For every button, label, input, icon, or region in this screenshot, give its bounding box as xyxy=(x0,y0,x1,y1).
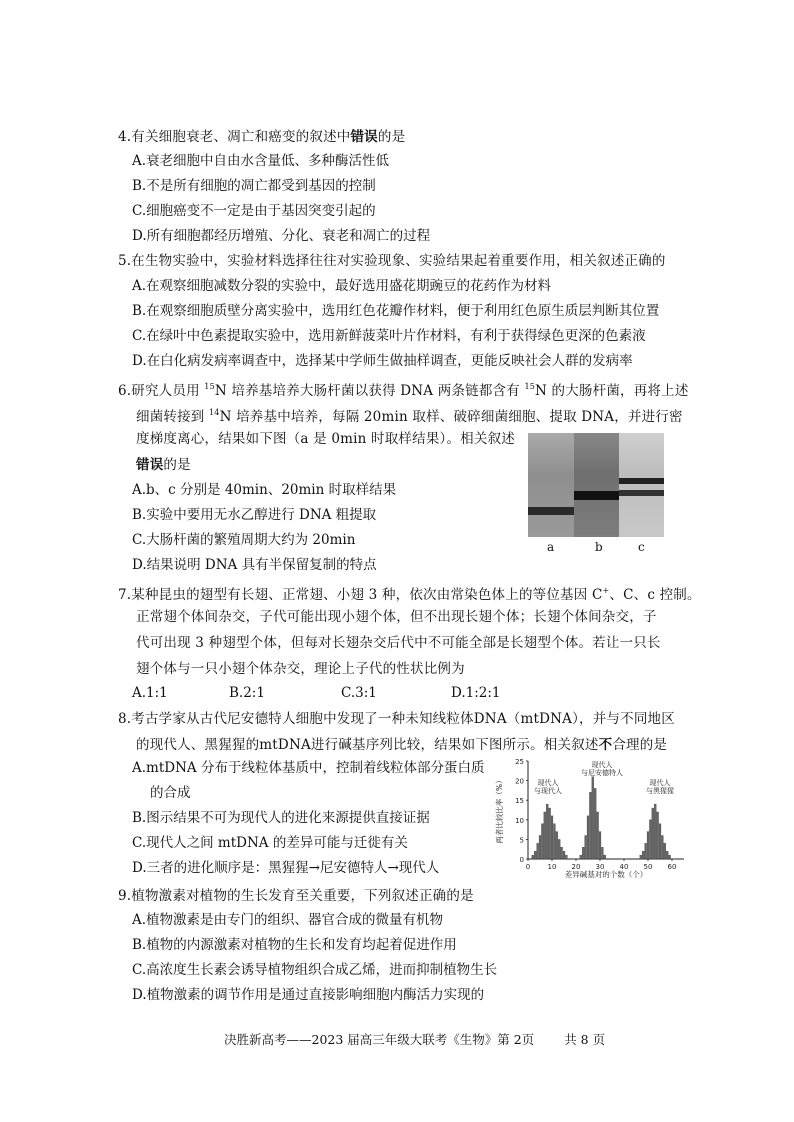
histogram-bar xyxy=(544,812,546,859)
q6-sup3: 14 xyxy=(209,408,220,417)
histogram-bar xyxy=(534,851,536,859)
q7-stem-line4: 翅个体与一只小翅个体杂交，理论上子代的性状比例为 xyxy=(136,661,465,677)
histogram-bar xyxy=(594,788,596,859)
histogram-bar xyxy=(556,832,558,859)
y-tick-label: 5 xyxy=(519,836,524,845)
q6-l1-a: 6.研究人员用 xyxy=(118,383,205,399)
lane-b xyxy=(574,433,619,537)
q5-option-c: C.在绿叶中色素提取实验中，选用新鲜菠菜叶片作材料，有利于获得绿色更深的色素液 xyxy=(132,328,646,344)
histogram-bar xyxy=(601,847,603,859)
histogram-bar xyxy=(649,820,651,859)
q7-option-d: D.1:2:1 xyxy=(451,685,501,701)
histogram-bar xyxy=(587,816,589,859)
lane-c-band-lower xyxy=(619,490,664,496)
q8-option-c: C.现代人之间 mtDNA 的差异可能与迁徙有关 xyxy=(132,835,408,851)
q6-l4-keyword: 错误 xyxy=(136,457,164,473)
q6-option-c: C.大肠杆菌的繁殖周期大约为 20min xyxy=(132,532,356,548)
q9-option-b: B.植物的内源激素对植物的生长和发育均起着促进作用 xyxy=(132,937,457,953)
histogram-bar xyxy=(669,855,671,859)
histogram-bar xyxy=(582,847,584,859)
x-tick-label: 0 xyxy=(525,863,531,871)
q6-l1-b: N 培养基培养大肠杆菌以获得 DNA 两条链都含有 xyxy=(214,383,525,399)
histogram-bar xyxy=(585,835,587,859)
x-tick-label: 20 xyxy=(571,863,581,871)
page-footer xyxy=(224,1030,605,1048)
mtdna-difference-histogram xyxy=(492,755,692,880)
lane-a xyxy=(528,433,574,537)
q7-option-a: A.1:1 xyxy=(132,685,168,701)
q4-stem-a: 4.有关细胞衰老、凋亡和癌变的叙述中 xyxy=(118,129,351,145)
q8-l2-c: 合理的是 xyxy=(612,737,668,753)
histogram-bar xyxy=(640,855,642,859)
q7-stem-line1 xyxy=(118,582,701,604)
q6-option-b: B.实验中要用无水乙醇进行 DNA 粗提取 xyxy=(132,507,377,523)
q5-option-d: D.在白化病发病率调查中，选择某中学师生做抽样调查，更能反映社会人群的发病率 xyxy=(132,353,633,369)
q6-option-d: D.结果说明 DNA 具有半保留复制的特点 xyxy=(132,557,377,573)
q5-option-b: B.在观察细胞质壁分离实验中，选用红色花瓣作材料，便于利用红色原生质层判断其位置 xyxy=(132,303,660,319)
q6-option-a: A.b、c 分别是 40min、20min 时取样结果 xyxy=(132,482,397,498)
q9-option-a: A.植物激素是由专门的组织、器官合成的微量有机物 xyxy=(132,912,444,928)
histogram-bar xyxy=(546,804,548,859)
q7-stem-line3: 代可出现 3 种翅型个体，但每对长翅杂交后代中不可能全部是长翅型个体。若让一只长 xyxy=(136,635,661,651)
q6-stem-line4 xyxy=(136,456,191,474)
q4-stem-c: 的是 xyxy=(377,129,406,145)
histogram-bar xyxy=(659,824,661,859)
lane-a-band xyxy=(528,507,574,515)
histogram-bar xyxy=(549,808,551,859)
q7-l1-b: 、C、c 控制。 xyxy=(609,587,701,603)
lane-c-band-upper xyxy=(619,478,664,484)
footer-total: 共 8 页 xyxy=(564,1032,606,1047)
annotation-label: 现代人 xyxy=(591,761,613,769)
q6-l1-c: N 的大肠杆菌，再将上述 xyxy=(535,383,689,399)
q8-option-d: D.三者的进化顺序是：黑猩猩→尼安德特人→现代人 xyxy=(132,860,440,876)
q9-option-c: C.高浓度生长素会诱导植物组织合成乙烯，进而抑制植物生长 xyxy=(132,962,498,978)
histogram-bar xyxy=(592,777,594,859)
q7-l1-sup: + xyxy=(602,586,610,595)
q4-stem xyxy=(118,128,405,146)
annotation-label: 现代人 xyxy=(649,779,671,787)
q8-option-a-line1: A.mtDNA 分布于线粒体基质中，控制着线粒体部分蛋白质 xyxy=(132,760,485,776)
histogram-bar xyxy=(645,843,647,859)
histogram-bar xyxy=(561,847,563,859)
q8-l2-keyword: 不 xyxy=(598,737,613,753)
y-axis-label: 两者比较比率（%） xyxy=(495,776,504,844)
annotation-label: 与尼安德特人 xyxy=(581,769,623,777)
q4-option-c: C.细胞癌变不一定是由于基因突变引起的 xyxy=(132,203,376,219)
q8-option-b: B.图示结果不可为现代人的进化来源提供直接证据 xyxy=(132,810,430,826)
q4-option-d: D.所有细胞都经历增殖、分化、衰老和凋亡的过程 xyxy=(132,228,431,244)
histogram-bar xyxy=(558,839,560,859)
histogram-bar xyxy=(539,835,541,859)
histogram-bar xyxy=(642,851,644,859)
histogram-bar xyxy=(597,812,599,859)
q5-option-a: A.在观察细胞减数分裂的实验中，最好选用盛花期豌豆的花药作为材料 xyxy=(132,278,552,294)
x-tick-label: 60 xyxy=(667,863,677,871)
q7-option-b: B.2:1 xyxy=(229,685,265,701)
q7-l1-a: 7.某种昆虫的翅型有长翅、正常翅、小翅 3 种，依次由常染色体上的等位基因 C xyxy=(118,587,603,603)
q6-stem-line3: 度梯度离心，结果如下图（a 是 0min 时取样结果）。相关叙述 xyxy=(136,431,515,447)
histogram-bar xyxy=(661,835,663,859)
histogram-bar xyxy=(647,832,649,859)
q6-sup1: 15 xyxy=(204,382,215,391)
x-tick-label: 40 xyxy=(619,863,629,871)
q8-option-a-line2: 的合成 xyxy=(150,785,191,801)
q7-stem-line2: 正常翅个体间杂交，子代可能出现小翅个体，但不出现长翅个体；长翅个体间杂交，子 xyxy=(136,609,657,625)
histogram-bar xyxy=(652,808,654,859)
lane-label-a: a xyxy=(547,540,555,554)
histogram-bar xyxy=(541,824,543,859)
footer-text: 决胜新高考——2023 届高三年级大联考《生物》第 2页 xyxy=(224,1032,535,1047)
histogram-bar xyxy=(657,812,659,859)
x-tick-label: 30 xyxy=(595,863,605,871)
histogram-bar xyxy=(654,804,656,859)
annotation-label: 与现代人 xyxy=(534,787,562,795)
histogram-bar xyxy=(532,855,534,859)
q8-l2-a: 的现代人、黑猩猩的mtDNA进行碱基序列比较，结果如下图所示。相关叙述 xyxy=(136,737,599,753)
lane-label-c: c xyxy=(638,540,645,554)
centrifuge-tubes-image xyxy=(528,433,664,537)
y-tick-label: 0 xyxy=(519,856,524,864)
q8-stem-line1: 8.考古学家从古代尼安德特人细胞中发现了一种未知线粒体DNA（mtDNA），并与不同地区 xyxy=(118,711,675,727)
annotation-label: 与黑猩猩 xyxy=(646,787,674,795)
x-tick-label: 10 xyxy=(547,863,557,871)
histogram-bar xyxy=(551,816,553,859)
q5-stem: 5.在生物实验中，实验材料选择往往对实验现象、实验结果起着重要作用，相关叙述正确的 xyxy=(118,253,666,269)
lane-label-b: b xyxy=(595,540,603,554)
q4-option-b: B.不是所有细胞的凋亡都受到基因的控制 xyxy=(132,178,376,194)
lane-c xyxy=(619,433,664,537)
q6-stem-line2 xyxy=(136,404,683,426)
histogram-bar xyxy=(599,832,601,859)
q6-l2-a: 细菌转接到 xyxy=(136,409,209,425)
histogram-bar xyxy=(580,855,582,859)
histogram-bar xyxy=(565,855,567,859)
annotation-label: 现代人 xyxy=(537,779,559,787)
y-tick-label: 25 xyxy=(515,758,524,766)
q6-sup2: 15 xyxy=(524,382,536,391)
q6-l2-b: N 培养基中培养，每隔 20min 取样、破碎细菌细胞、提取 DNA，并进行密 xyxy=(219,409,683,425)
histogram-bar xyxy=(666,851,668,859)
histogram-bar xyxy=(553,824,555,859)
x-tick-label: 50 xyxy=(643,863,653,871)
histogram-bar xyxy=(664,843,666,859)
q7-option-c: C.3:1 xyxy=(341,685,377,701)
q4-stem-keyword: 错误 xyxy=(350,129,378,145)
histogram-bar xyxy=(589,792,591,859)
q9-option-d: D.植物激素的调节作用是通过直接影响细胞内酶活力实现的 xyxy=(132,987,485,1003)
lane-b-band xyxy=(574,491,619,500)
q6-l4-b: 的是 xyxy=(163,457,191,473)
histogram-bar xyxy=(537,843,539,859)
q6-stem-line1 xyxy=(118,378,689,400)
q8-stem-line2 xyxy=(136,736,667,754)
y-tick-label: 10 xyxy=(515,816,524,825)
histogram-bar xyxy=(563,851,565,859)
y-tick-label: 15 xyxy=(515,797,524,806)
q4-option-a: A.衰老细胞中自由水含量低、多种酶活性低 xyxy=(132,153,390,169)
q9-stem: 9.植物激素对植物的生长发育至关重要，下列叙述正确的是 xyxy=(118,888,474,904)
x-axis-label: 差异碱基对的个数（个） xyxy=(564,870,648,879)
histogram-bar xyxy=(604,855,606,859)
y-tick-label: 20 xyxy=(515,777,524,786)
